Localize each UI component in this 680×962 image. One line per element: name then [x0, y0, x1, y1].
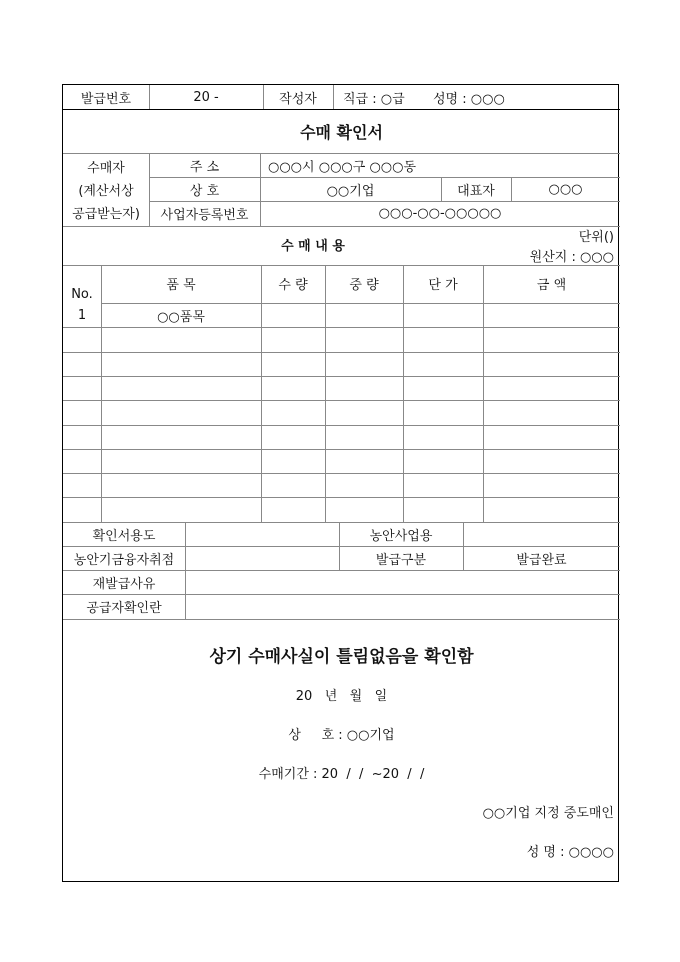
column-header: No. — [71, 286, 93, 302]
table-cell[interactable] — [403, 449, 483, 473]
column-header: 금 액 — [536, 277, 567, 293]
doc-title: 수매 확인서 — [300, 122, 383, 142]
purpose-label: 확인서용도 — [92, 528, 156, 544]
supplier-value[interactable] — [185, 594, 620, 619]
reg-no-label: 사업자등록번호 — [160, 208, 249, 223]
table-cell[interactable] — [63, 400, 101, 424]
buyer-label-line2: (계산서상 — [78, 184, 134, 199]
issue-no-label: 발급번호 — [80, 91, 132, 107]
table-cell[interactable] — [261, 425, 325, 449]
rank-text: 직급 : ○급 — [343, 91, 405, 107]
bank-label: 농안기금융자취점 — [73, 552, 175, 568]
table-cell[interactable] — [261, 400, 325, 424]
farm-purpose-value[interactable] — [463, 522, 620, 546]
trade-line: 상 호 : ○○기업 — [288, 727, 395, 743]
column-header: 수 량 — [278, 277, 308, 293]
address-label: 주 소 — [189, 159, 220, 175]
table-cell[interactable] — [63, 497, 101, 521]
rep-value[interactable]: ○○○ — [548, 181, 583, 197]
table-cell[interactable] — [403, 303, 483, 327]
table-cell[interactable] — [325, 473, 403, 497]
issue-type-label: 발급구분 — [375, 552, 427, 568]
table-cell[interactable] — [101, 473, 261, 497]
issue-no-value[interactable]: 20 - — [193, 89, 219, 105]
column-header: 품 목 — [166, 277, 196, 293]
table-cell[interactable]: 1 — [77, 307, 87, 323]
table-cell[interactable] — [261, 327, 325, 351]
table-cell[interactable] — [403, 376, 483, 400]
table-cell[interactable] — [261, 473, 325, 497]
trade-name-label: 상 호 — [189, 183, 220, 199]
farm-purpose-label: 농안사업용 — [369, 528, 433, 544]
rep-label: 대표자 — [457, 183, 495, 199]
address-value[interactable]: ○○○시 ○○○구 ○○○동 — [268, 159, 417, 175]
items-table — [63, 265, 620, 522]
reg-no-value[interactable]: ○○○-○○-○○○○○ — [378, 206, 502, 221]
table-cell[interactable] — [101, 376, 261, 400]
table-cell[interactable] — [403, 425, 483, 449]
table-cell[interactable] — [63, 376, 101, 400]
author-label: 작성자 — [279, 91, 317, 107]
table-cell[interactable] — [261, 497, 325, 521]
table-cell[interactable] — [101, 400, 261, 424]
table-cell[interactable] — [325, 327, 403, 351]
origin-text: 원산지 : ○○○ — [529, 249, 614, 265]
table-cell[interactable] — [403, 473, 483, 497]
purchase-confirmation-form — [62, 84, 619, 882]
issue-type-value[interactable]: 발급완료 — [516, 552, 567, 568]
sign-line: 성 명 : ○○○○ — [526, 844, 614, 860]
reissue-label: 재발급사유 — [92, 576, 156, 592]
table-cell[interactable] — [403, 400, 483, 424]
table-cell[interactable] — [63, 327, 101, 351]
table-cell[interactable] — [483, 352, 620, 376]
table-cell[interactable] — [101, 497, 261, 521]
table-cell[interactable] — [483, 425, 620, 449]
confirmation-statement: 상기 수매사실이 틀림없음을 확인함 — [209, 646, 474, 667]
table-cell[interactable] — [325, 376, 403, 400]
column-header: 단 가 — [428, 277, 458, 293]
table-cell[interactable] — [63, 449, 101, 473]
table-cell[interactable] — [403, 497, 483, 521]
table-cell[interactable] — [63, 473, 101, 497]
table-cell[interactable] — [101, 425, 261, 449]
trade-name-value[interactable]: ○○기업 — [326, 183, 375, 199]
table-cell[interactable] — [261, 303, 325, 327]
table-cell[interactable] — [483, 327, 620, 351]
table-cell[interactable]: ○○품목 — [157, 309, 205, 325]
buyer-label — [63, 153, 149, 226]
table-cell[interactable] — [101, 352, 261, 376]
buyer-label-line1: 수매자 — [87, 161, 125, 176]
unit-text: 단위() — [578, 229, 614, 245]
table-cell[interactable] — [261, 376, 325, 400]
name-text: 성명 : ○○○ — [433, 91, 505, 107]
bank-value[interactable] — [185, 546, 339, 570]
table-cell[interactable] — [325, 425, 403, 449]
table-cell[interactable] — [325, 449, 403, 473]
supplier-label: 공급자확인란 — [86, 601, 162, 616]
table-cell[interactable] — [403, 352, 483, 376]
table-cell[interactable] — [101, 449, 261, 473]
table-cell[interactable] — [325, 497, 403, 521]
contents-title: 수 매 내 용 — [281, 239, 345, 254]
table-cell[interactable] — [483, 449, 620, 473]
table-cell[interactable] — [483, 400, 620, 424]
table-cell[interactable] — [325, 400, 403, 424]
table-cell[interactable] — [63, 352, 101, 376]
column-header: 중 량 — [349, 277, 379, 293]
table-cell[interactable] — [483, 303, 620, 327]
purpose-value[interactable] — [185, 522, 339, 546]
buyer-label-line3: 공급받는자) — [72, 207, 140, 222]
table-cell[interactable] — [325, 352, 403, 376]
reissue-value[interactable] — [185, 570, 620, 594]
table-cell[interactable] — [483, 376, 620, 400]
table-cell[interactable] — [403, 327, 483, 351]
designation: ○○기업 지정 중도매인 — [482, 805, 614, 821]
table-cell[interactable] — [483, 473, 620, 497]
table-cell[interactable] — [261, 449, 325, 473]
table-cell[interactable] — [63, 425, 101, 449]
period-line: 수매기간 : 20 / / ~20 / / — [258, 766, 425, 782]
table-cell[interactable] — [261, 352, 325, 376]
date-line: 20 년 월 일 — [295, 688, 388, 704]
table-cell[interactable] — [101, 327, 261, 351]
table-cell[interactable] — [325, 303, 403, 327]
table-cell[interactable] — [483, 497, 620, 521]
